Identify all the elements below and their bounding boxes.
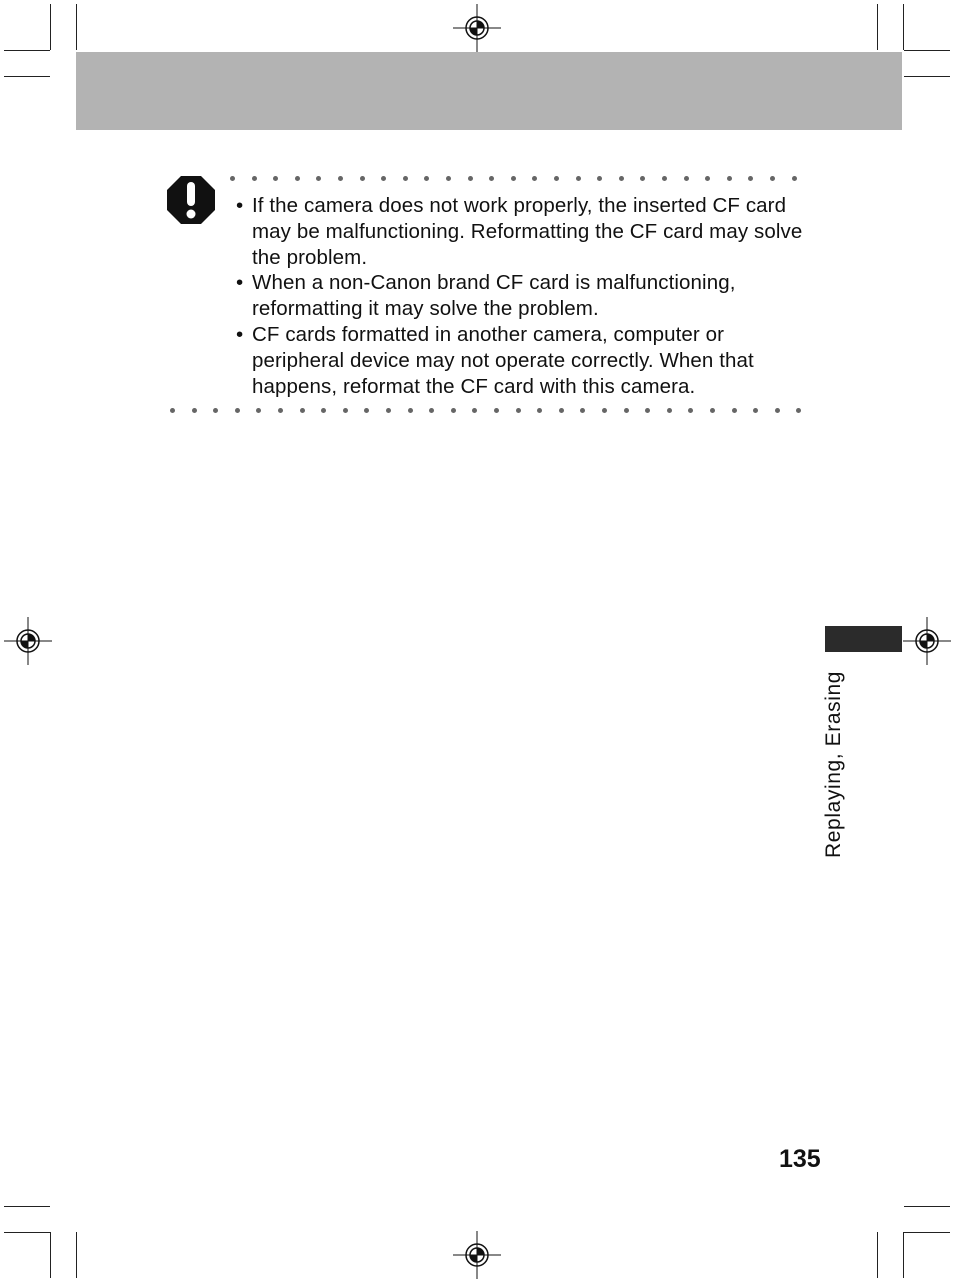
dotted-rule-bottom — [170, 408, 802, 416]
dot — [624, 408, 629, 413]
dot — [580, 408, 585, 413]
dot — [273, 176, 278, 181]
caution-note-list — [236, 193, 806, 399]
dot — [446, 176, 451, 181]
dot — [559, 408, 564, 413]
list-item: • When a non-Canon brand CF card is malfunctioning, reformatting it may solve the problem. — [236, 270, 806, 322]
dot — [213, 408, 218, 413]
dot — [792, 176, 797, 181]
dot — [619, 176, 624, 181]
registration-mark-icon — [901, 615, 953, 667]
section-tab-label: Replaying, Erasing — [822, 670, 845, 858]
dot — [796, 408, 801, 413]
dot — [451, 408, 456, 413]
dot — [424, 176, 429, 181]
header-band — [76, 52, 902, 130]
dot — [602, 408, 607, 413]
dotted-rule-top — [230, 176, 802, 184]
dot — [235, 408, 240, 413]
registration-mark-icon — [451, 2, 503, 54]
dot — [386, 408, 391, 413]
dot — [727, 176, 732, 181]
dot — [364, 408, 369, 413]
registration-mark-icon — [2, 615, 54, 667]
dot — [684, 176, 689, 181]
dot — [662, 176, 667, 181]
dot — [360, 176, 365, 181]
dot — [710, 408, 715, 413]
dot — [343, 408, 348, 413]
dot — [645, 408, 650, 413]
dot — [576, 176, 581, 181]
registration-mark-icon — [451, 1229, 503, 1281]
dot — [300, 408, 305, 413]
dot — [775, 408, 780, 413]
dot — [537, 408, 542, 413]
dot — [252, 176, 257, 181]
dot — [489, 176, 494, 181]
dot — [278, 408, 283, 413]
list-item: • If the camera does not work properly, the inserted CF card may be malfunctioning. Reformatting the CF card may solve the problem. — [236, 193, 806, 270]
dot — [295, 176, 300, 181]
dot — [338, 176, 343, 181]
dot — [408, 408, 413, 413]
page-number: 135 — [779, 1145, 821, 1173]
dot — [403, 176, 408, 181]
list-item: • CF cards formatted in another camera, computer or peripheral device may not operate correctly. When that happens, reformat the CF card with this camera. — [236, 322, 806, 399]
dot — [170, 408, 175, 413]
dot — [753, 408, 758, 413]
dot — [640, 176, 645, 181]
dot — [472, 408, 477, 413]
dot — [316, 176, 321, 181]
dot — [597, 176, 602, 181]
dot — [705, 176, 710, 181]
dot — [667, 408, 672, 413]
dot — [230, 176, 235, 181]
dot — [256, 408, 261, 413]
dot — [770, 176, 775, 181]
dot — [381, 176, 386, 181]
dot — [321, 408, 326, 413]
dot — [516, 408, 521, 413]
dot — [688, 408, 693, 413]
dot — [511, 176, 516, 181]
dot — [554, 176, 559, 181]
dot — [192, 408, 197, 413]
dot — [494, 408, 499, 413]
caution-icon — [166, 175, 216, 225]
dot — [748, 176, 753, 181]
dot — [468, 176, 473, 181]
dot — [732, 408, 737, 413]
dot — [429, 408, 434, 413]
section-tab-marker — [825, 626, 902, 652]
dot — [532, 176, 537, 181]
